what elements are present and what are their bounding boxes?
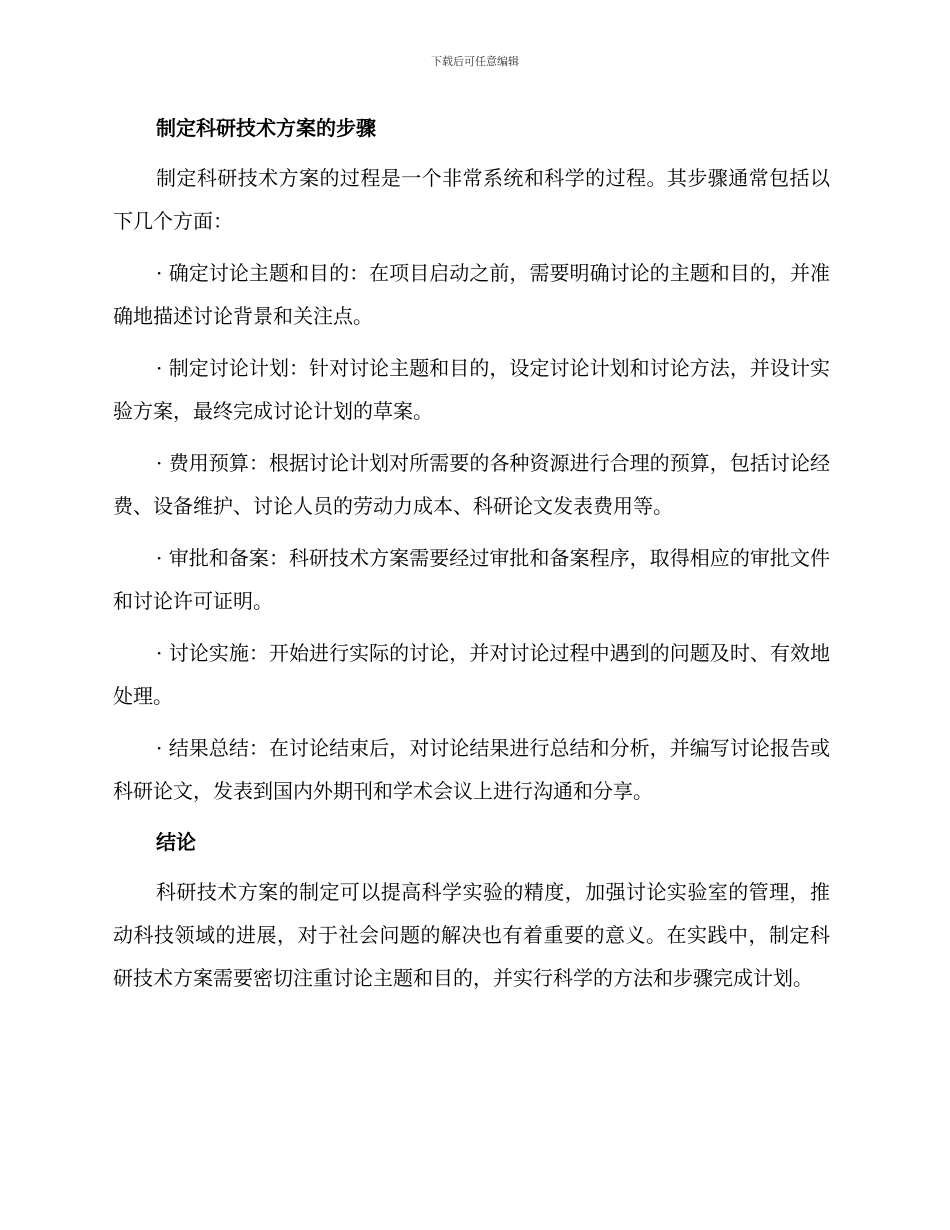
step-item-implementation: · 讨论实施：开始进行实际的讨论，并对讨论过程中遇到的问题及时、有效地处理。 xyxy=(113,641,830,708)
section-title-steps: 制定科研技术方案的步骤 xyxy=(156,116,376,140)
document-body xyxy=(113,108,830,1009)
page-header-note: 下载后可任意编辑 xyxy=(431,55,519,68)
step-item-plan: · 制定讨论计划：针对讨论主题和目的，设定讨论计划和讨论方法，并设计实验方案，最终完成讨论计划的草案。 xyxy=(113,356,830,423)
intro-paragraph: 制定科研技术方案的过程是一个非常系统和科学的过程。其步骤通常包括以下几个方面： xyxy=(113,166,830,233)
step-item-budget: · 费用预算：根据讨论计划对所需要的各种资源进行合理的预算，包括讨论经费、设备维护、讨论人员的劳动力成本、科研论文发表费用等。 xyxy=(113,451,830,518)
step-item-summary: · 结果总结：在讨论结束后，对讨论结果进行总结和分析，并编写讨论报告或科研论文，发表到国内外期刊和学术会议上进行沟通和分享。 xyxy=(113,736,830,803)
step-item-approval: · 审批和备案：科研技术方案需要经过审批和备案程序，取得相应的审批文件和讨论许可证明。 xyxy=(113,546,830,613)
conclusion-paragraph: 科研技术方案的制定可以提高科学实验的精度，加强讨论实验室的管理，推动科技领域的进展，对于社会问题的解决也有着重要的意义。在实践中，制定科研技术方案需要密切注重讨论主题和目的，并实行科学的方法和步骤完成计划。 xyxy=(113,880,830,990)
step-item-topic: · 确定讨论主题和目的：在项目启动之前，需要明确讨论的主题和目的，并准确地描述讨论背景和关注点。 xyxy=(113,261,830,328)
section-title-conclusion: 结论 xyxy=(156,830,196,854)
